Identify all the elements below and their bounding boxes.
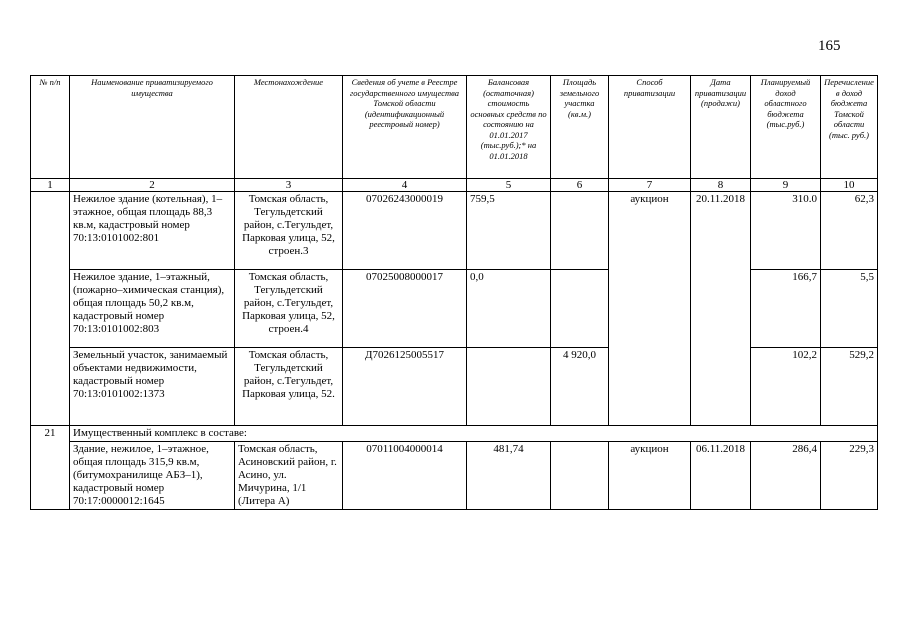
col-number: 1 <box>31 179 70 192</box>
registry-number: Д7026125005517 <box>343 348 467 426</box>
registry-number: 07011004000014 <box>343 442 467 510</box>
col-number: 2 <box>70 179 235 192</box>
property-name: Здание, нежилое, 1–этажное, общая площадь 315,9 кв.м,(битумохранилище АБЗ–1), кадастровый номер 70:17:0000012:1645 <box>70 442 235 510</box>
balance-value: 759,5 <box>467 192 551 270</box>
property-address: Томская область, Тегульдетский район, с.Тегульдет, Парковая улица, 52, строен.4 <box>235 270 343 348</box>
planned-income: 102,2 <box>751 348 821 426</box>
header-location: Местонахождение <box>235 76 343 179</box>
registry-number: 07025008000017 <box>343 270 467 348</box>
header-balance: Балансовая (остаточная) стоимость основных средств по состоянию на 01.01.2017 (тыс.руб.);* на 01.01.2018 <box>467 76 551 179</box>
privatization-table <box>30 75 878 510</box>
balance-value: 0,0 <box>467 270 551 348</box>
property-name: Нежилое здание, 1–этажный, (пожарно–химическая станция), общая площадь 50,2 кв.м, кадастровый номер 70:13:0101002:803 <box>70 270 235 348</box>
page-number: 165 <box>818 38 841 54</box>
balance-value <box>467 348 551 426</box>
group-title-row <box>31 426 878 442</box>
registry-number: 07026243000019 <box>343 192 467 270</box>
table-row <box>31 348 878 426</box>
header-transfer: Перечисление в доход бюджета Томской области (тыс. руб.) <box>821 76 878 179</box>
header-num: № п/п <box>31 76 70 179</box>
header-area: Площадь земельного участка (кв.м.) <box>551 76 609 179</box>
row-number: 21 <box>31 426 70 510</box>
col-number: 5 <box>467 179 551 192</box>
property-name: Нежилое здание (котельная), 1–этажное, общая площадь 88,3 кв.м, кадастровый номер 70:13:0101002:801 <box>70 192 235 270</box>
privatization-method: аукцион <box>609 442 691 510</box>
col-number: 9 <box>751 179 821 192</box>
planned-income: 166,7 <box>751 270 821 348</box>
header-income: Планируемый доход областного бюджета (тыс.руб.) <box>751 76 821 179</box>
col-number: 10 <box>821 179 878 192</box>
land-area <box>551 270 609 348</box>
planned-income: 310.0 <box>751 192 821 270</box>
planned-income: 286,4 <box>751 442 821 510</box>
table-row <box>31 442 878 510</box>
column-number-row <box>31 179 878 192</box>
property-name: Земельный участок, занимаемый объектами недвижимости, кадастровый номер 70:13:0101002:1373 <box>70 348 235 426</box>
col-number: 6 <box>551 179 609 192</box>
row-number-cell <box>31 192 70 426</box>
col-number: 4 <box>343 179 467 192</box>
privatization-date: 06.11.2018 <box>691 442 751 510</box>
land-area: 4 920,0 <box>551 348 609 426</box>
table-row <box>31 270 878 348</box>
balance-value: 481,74 <box>467 442 551 510</box>
col-number: 8 <box>691 179 751 192</box>
header-method: Способ приватизации <box>609 76 691 179</box>
land-area <box>551 192 609 270</box>
budget-transfer: 229,3 <box>821 442 878 510</box>
privatization-method: аукцион <box>609 192 691 426</box>
table-row <box>31 192 878 270</box>
land-area <box>551 442 609 510</box>
header-date: Дата приватизации (продажи) <box>691 76 751 179</box>
property-address: Томская область, Тегульдетский район, с.Тегульдет, Парковая улица, 52, строен.3 <box>235 192 343 270</box>
property-address: Томская область, Тегульдетский район, с.Тегульдет, Парковая улица, 52. <box>235 348 343 426</box>
budget-transfer: 62,3 <box>821 192 878 270</box>
col-number: 3 <box>235 179 343 192</box>
group-title: Имущественный комплекс в составе: <box>70 426 878 442</box>
header-registry: Сведения об учете в Реестре государственного имущества Томской области (идентификационный реестровый номер) <box>343 76 467 179</box>
col-number: 7 <box>609 179 691 192</box>
budget-transfer: 5,5 <box>821 270 878 348</box>
budget-transfer: 529,2 <box>821 348 878 426</box>
privatization-date: 20.11.2018 <box>691 192 751 426</box>
header-name: Наименование приватизируемого имущества <box>70 76 235 179</box>
header-row <box>31 76 878 179</box>
property-address: Томская область, Асиновский район, г. Асино, ул. Мичурина, 1/1 (Литера А) <box>235 442 343 510</box>
